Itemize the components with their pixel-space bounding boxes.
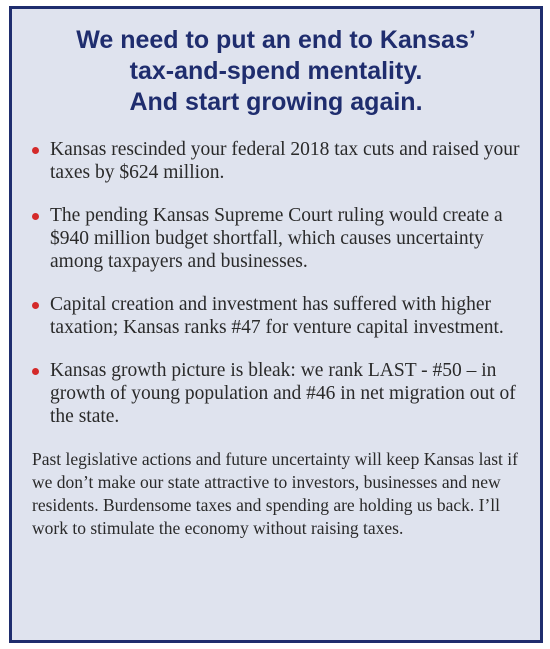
bullet-dot-icon bbox=[32, 213, 39, 220]
bullet-dot-icon bbox=[32, 302, 39, 309]
bullet-text: The pending Kansas Supreme Court ruling would create a $940 million budget shortfall, which causes uncertainty among taxpayers and businesses. bbox=[50, 205, 503, 272]
headline-line-1: We need to put an end to Kansas’ bbox=[76, 26, 476, 54]
bullet-text: Kansas rescinded your federal 2018 tax cuts and raised your taxes by $624 million. bbox=[50, 139, 520, 183]
bullet-item bbox=[12, 293, 540, 339]
bullet-list bbox=[12, 138, 540, 428]
closing-paragraph: Past legislative actions and future uncertainty will keep Kansas last if we don’t make our state attractive to investors, businesses and new residents. Burdensome taxes and spending are holding us back. I’ll work to stimulate the economy without raising taxes. bbox=[32, 449, 518, 538]
headline-line-2: tax-and-spend mentality. bbox=[129, 57, 423, 85]
headline bbox=[30, 25, 522, 118]
bullet-text: Capital creation and investment has suffered with higher taxation; Kansas ranks #47 for venture capital investment. bbox=[50, 294, 504, 338]
bullet-item bbox=[12, 359, 540, 428]
headline-line-3: And start growing again. bbox=[129, 88, 423, 116]
bullet-dot-icon bbox=[32, 368, 39, 375]
bullet-item bbox=[12, 204, 540, 273]
callout-box bbox=[9, 6, 543, 643]
bullet-text: Kansas growth picture is bleak: we rank LAST - #50 – in growth of young population and #46 in net migration out of the state. bbox=[50, 360, 516, 427]
bullet-item bbox=[12, 138, 540, 184]
bullet-dot-icon bbox=[32, 147, 39, 154]
